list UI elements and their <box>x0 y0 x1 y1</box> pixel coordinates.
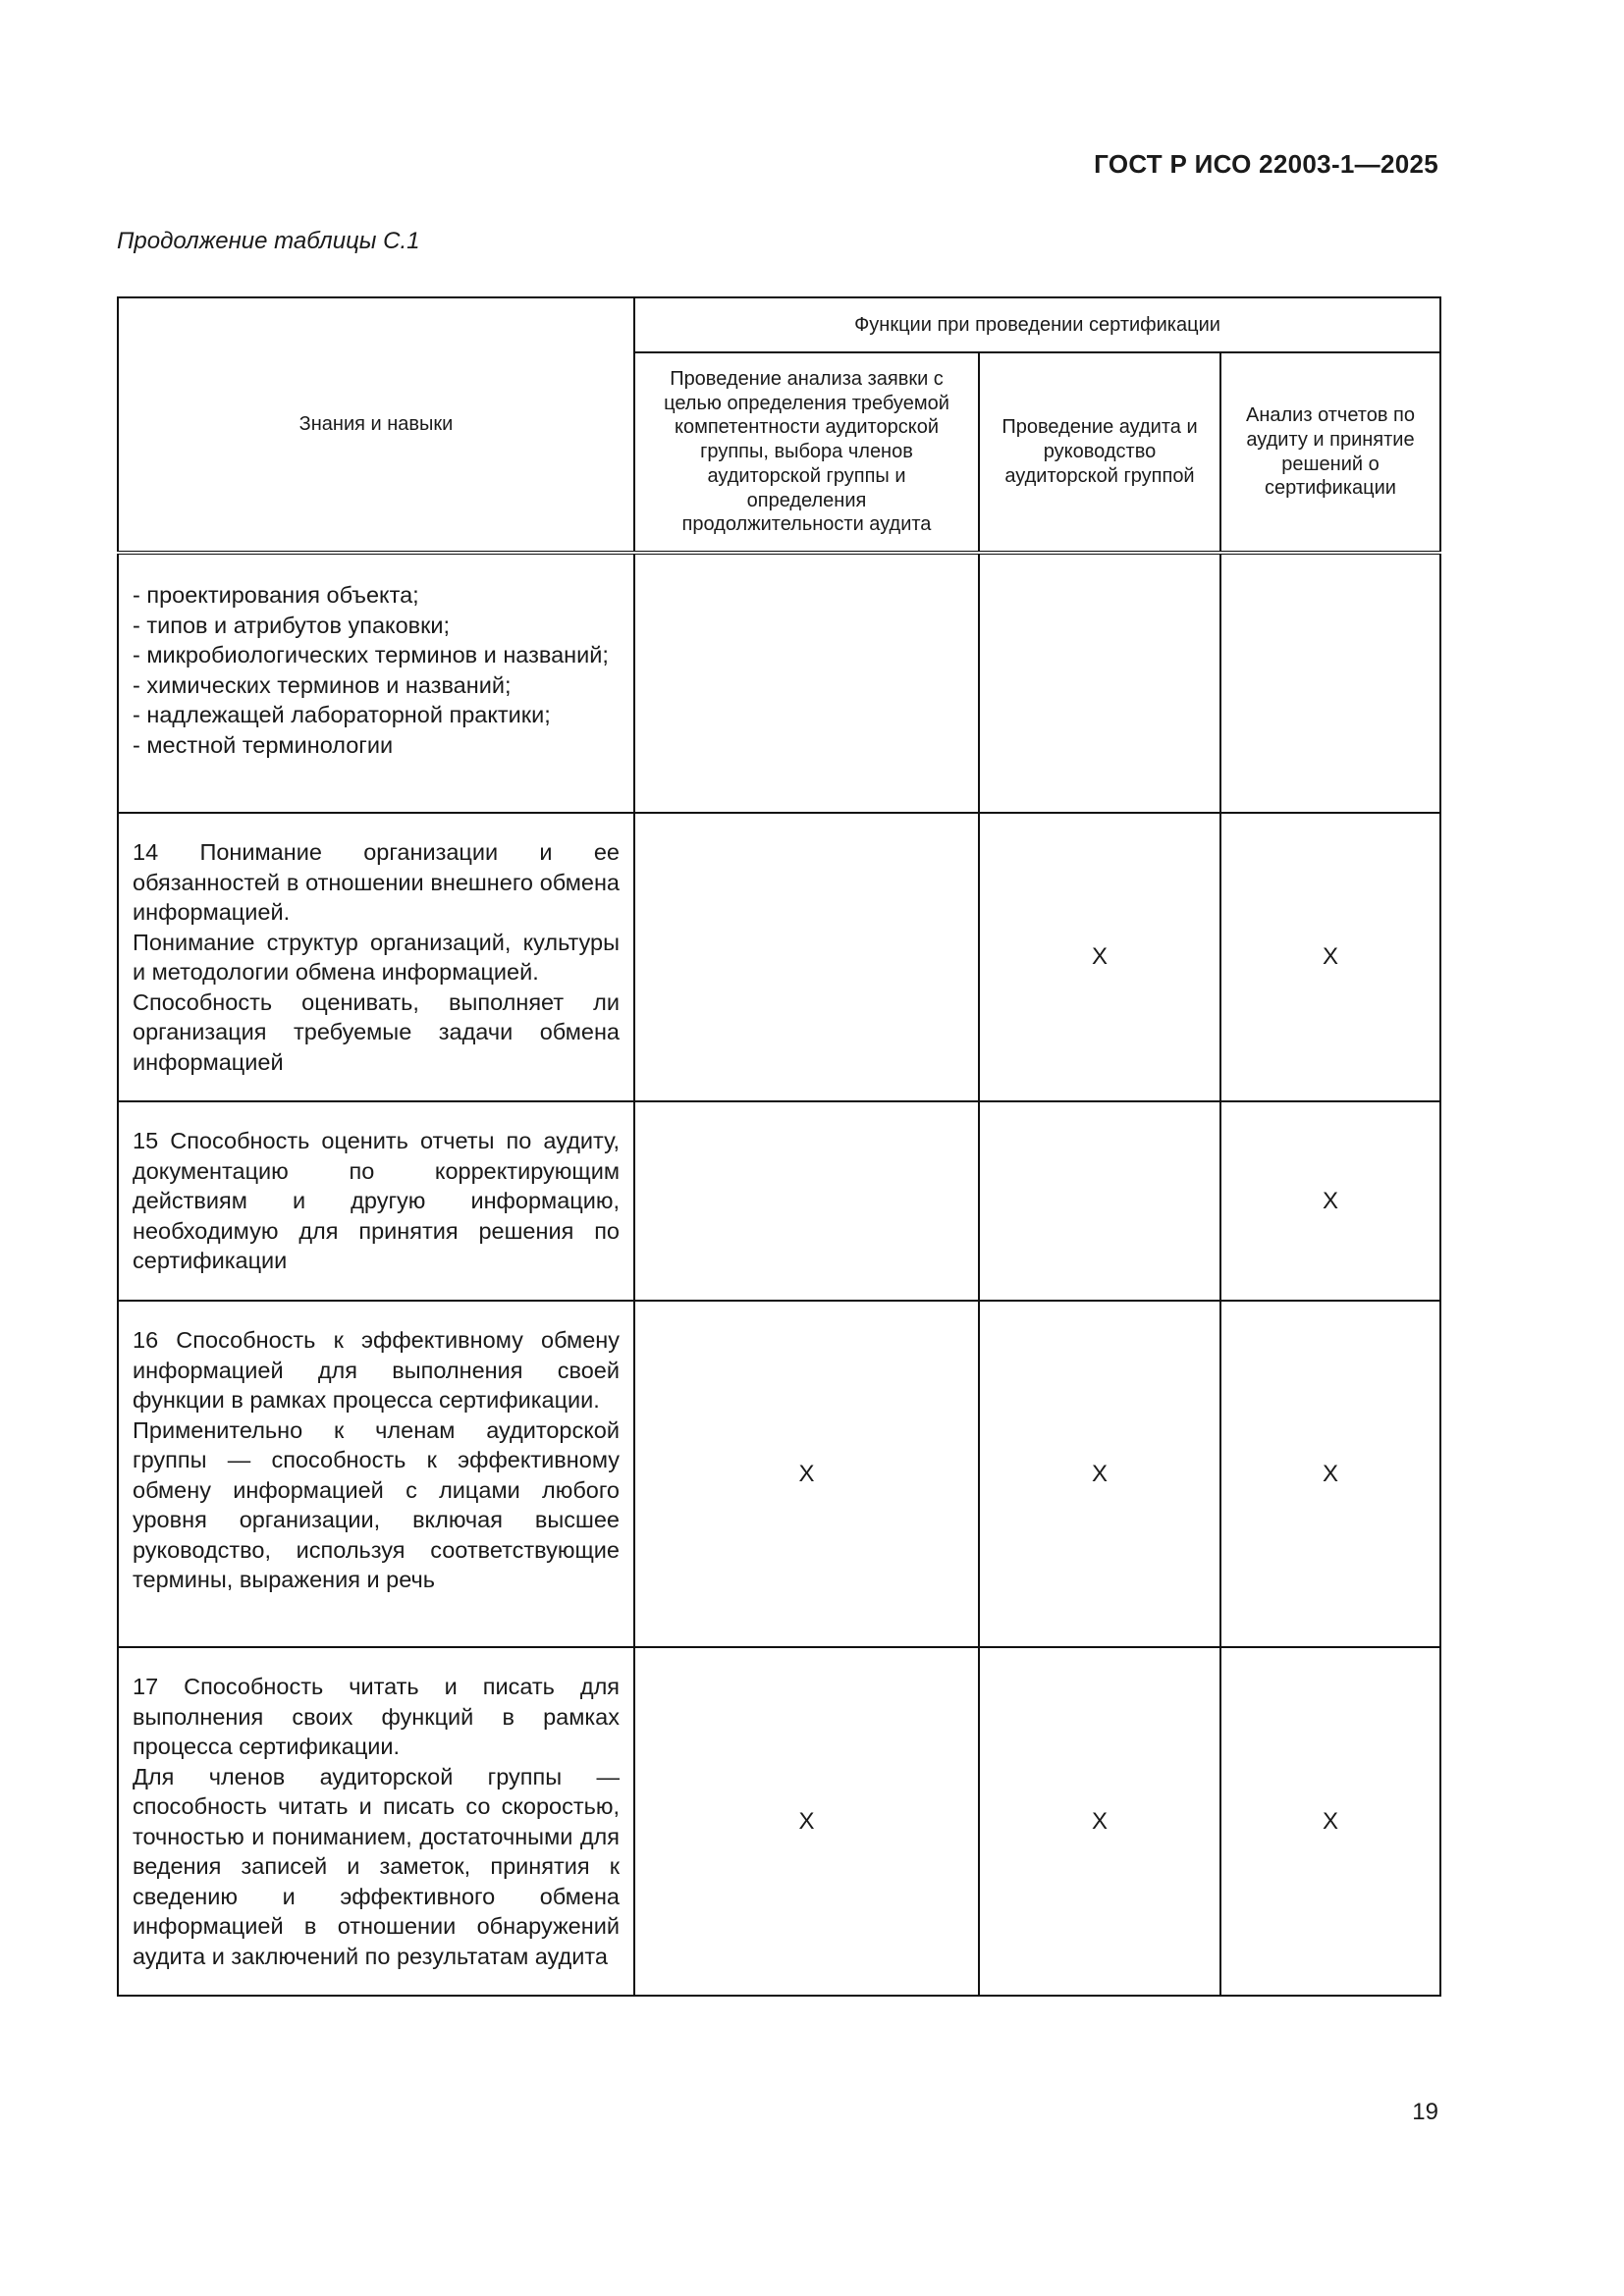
knowledge-line: Понимание структур организаций, культуры и методологии обмена информацией. <box>133 929 620 986</box>
review-mark <box>634 813 979 1101</box>
decision-mark: X <box>1220 1647 1440 1996</box>
knowledge-cell <box>118 1647 634 1996</box>
review-mark <box>634 1101 979 1301</box>
audit-mark: X <box>979 813 1220 1101</box>
col-header-application-review: Проведение анализа заявки с целью определения требуемой компетентности аудиторской группы, выбора членов аудиторской группы и определения продолжительности аудита <box>634 352 979 553</box>
competence-table <box>117 296 1441 1997</box>
audit-mark: X <box>979 1301 1220 1647</box>
knowledge-line: 15 Способность оценить отчеты по аудиту, документацию по корректирующим действиям и другую информацию, необходимую для принятия решения по сертификации <box>133 1128 620 1274</box>
knowledge-line: - химических терминов и названий; <box>133 671 512 698</box>
knowledge-line: - микробиологических терминов и названий; <box>133 642 609 668</box>
audit-mark <box>979 553 1220 813</box>
table-row <box>118 1647 1440 1996</box>
review-mark <box>634 553 979 813</box>
knowledge-cell <box>118 813 634 1101</box>
review-mark: X <box>634 1647 979 1996</box>
col-header-knowledge: Знания и навыки <box>118 297 634 553</box>
col-header-functions: Функции при проведении сертификации <box>634 297 1440 352</box>
knowledge-line: 14 Понимание организации и ее обязанностей в отношении внешнего обмена информацией. <box>133 839 620 926</box>
knowledge-line: Способность оценивать, выполняет ли организация требуемые задачи обмена информацией <box>133 988 620 1075</box>
decision-mark: X <box>1220 1301 1440 1647</box>
col-header-audit: Проведение аудита и руководство аудиторской группой <box>979 352 1220 553</box>
decision-mark <box>1220 553 1440 813</box>
header-row-1 <box>118 297 1440 352</box>
knowledge-cell <box>118 1301 634 1647</box>
knowledge-line: - проектирования объекта; <box>133 582 419 608</box>
knowledge-cell <box>118 1101 634 1301</box>
knowledge-line: 16 Способность к эффективному обмену информацией для выполнения своей функции в рамках процесса сертификации. <box>133 1327 620 1414</box>
page-number: 19 <box>1412 2099 1438 2125</box>
audit-mark: X <box>979 1647 1220 1996</box>
review-mark: X <box>634 1301 979 1647</box>
decision-mark: X <box>1220 1101 1440 1301</box>
table-row <box>118 1101 1440 1301</box>
knowledge-line: Для членов аудиторской группы — способность читать и писать со скоростью, точностью и пониманием, достаточными для ведения записей и заметок, принятия к сведению и эффективного обмена информацией в отношении обнаружений аудита и заключений по результатам аудита <box>133 1763 620 1969</box>
knowledge-line: Применительно к членам аудиторской группы — способность к эффективному обмену информацией с лицами любого уровня организации, включая высшее руководство, используя соответствующие термины, выражения и речь <box>133 1416 620 1593</box>
decision-mark: X <box>1220 813 1440 1101</box>
knowledge-line: 17 Способность читать и писать для выполнения своих функций в рамках процесса сертификации. <box>133 1674 620 1760</box>
col-header-decision: Анализ отчетов по аудиту и принятие решений о сертификации <box>1220 352 1440 553</box>
table-row <box>118 1301 1440 1647</box>
knowledge-line: - типов и атрибутов упаковки; <box>133 612 451 638</box>
table-row <box>118 553 1440 813</box>
knowledge-line: - надлежащей лабораторной практики; <box>133 702 551 728</box>
table-row <box>118 813 1440 1101</box>
knowledge-cell <box>118 553 634 813</box>
table-caption: Продолжение таблицы С.1 <box>117 228 420 254</box>
audit-mark <box>979 1101 1220 1301</box>
document-code: ГОСТ Р ИСО 22003-1—2025 <box>1094 149 1438 179</box>
knowledge-line: - местной терминологии <box>133 731 394 758</box>
